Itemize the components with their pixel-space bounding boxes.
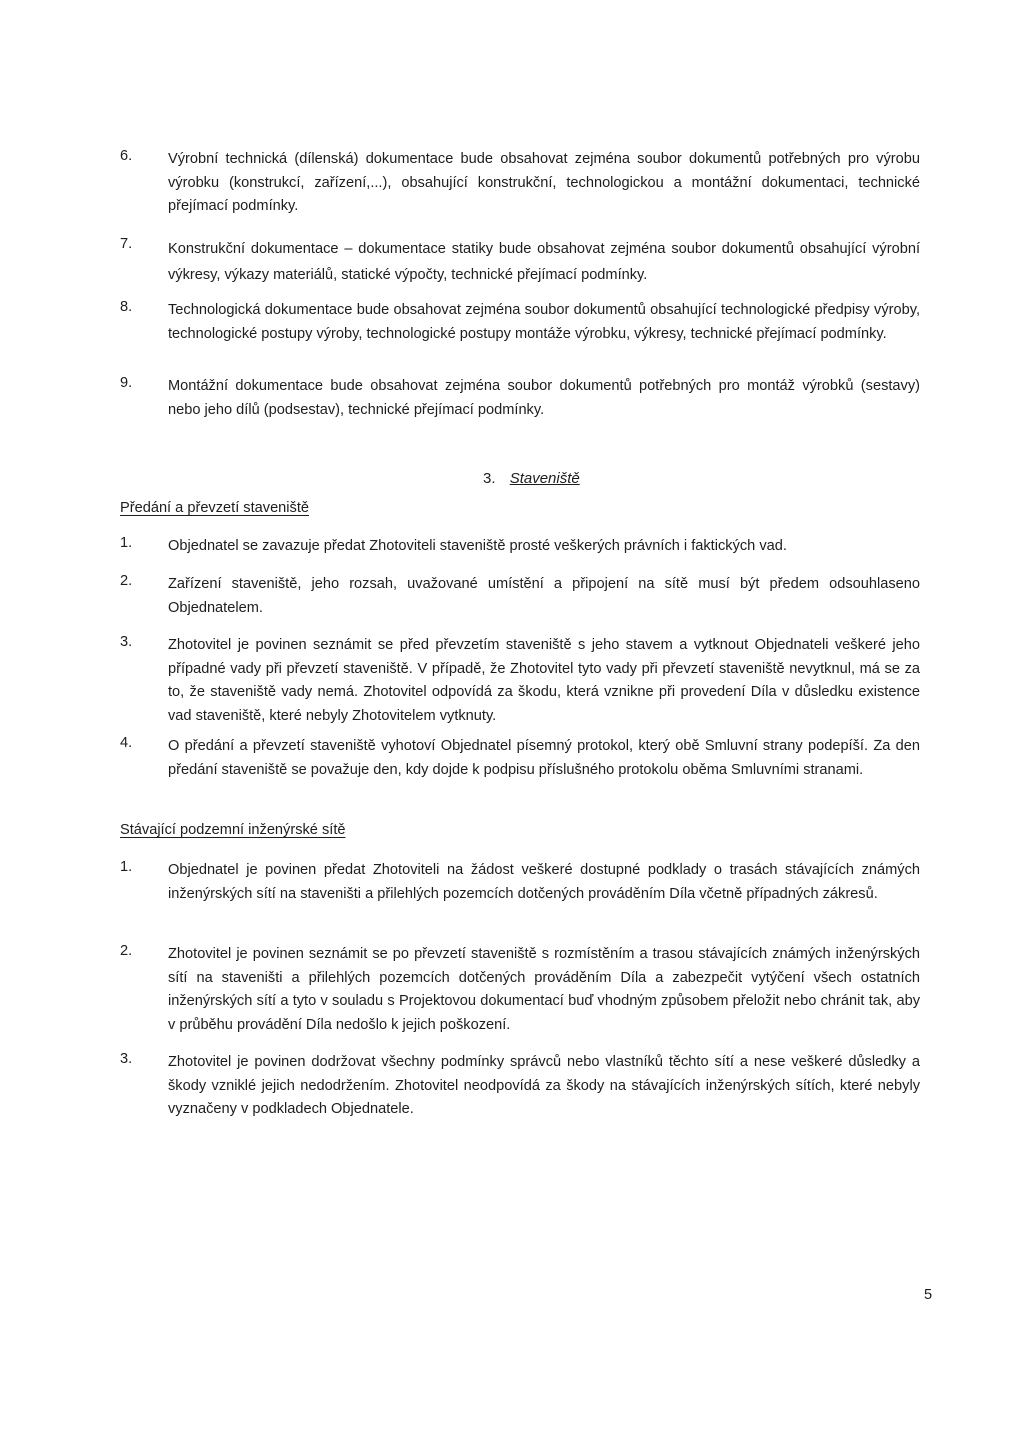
subheading-underground-networks: Stávající podzemní inženýrské sítě [120,822,346,838]
item-number: 6. [120,148,133,164]
item-text: Objednatel je povinen předat Zhotoviteli na žádost veškeré dostupné podklady o trasách stávajících známých inženýrských sítí na staveništi a přilehlých pozemcích dotčených prováděním Díla včetně případných zákresů. [168,862,920,902]
item-number: 1. [120,859,133,875]
item-number: 3. [120,634,133,650]
list-item [120,375,920,422]
item-number: 8. [120,299,133,315]
list-item [120,299,920,346]
list-item [120,573,920,620]
item-text: Technologická dokumentace bude obsahovat zejména soubor dokumentů obsahující technologické předpisy výroby, technologické postupy výroby, technologické postupy montáže výrobku, výkresy, technické přejímací podmínky. [168,302,920,342]
item-number: 2. [120,943,133,959]
item-number: 7. [120,236,133,252]
item-number: 4. [120,735,133,751]
list-item [120,859,920,906]
item-text: Objednatel se zavazuje předat Zhotoviteli staveniště prosté veškerých právních i faktických vad. [168,538,787,554]
item-number: 2. [120,573,133,589]
list-item [120,943,920,1037]
list-item [120,634,920,728]
subheading-site-handover: Předání a převzetí staveniště [120,500,310,516]
section-title: Staveniště [509,470,580,487]
item-text: Montážní dokumentace bude obsahovat zejména soubor dokumentů potřebných pro montáž výrobků (sestavy) nebo jeho dílů (podsestav), technické přejímací podmínky. [168,378,920,418]
list-item [120,236,920,288]
list-item [120,735,920,782]
item-number: 9. [120,375,133,391]
item-text: Výrobní technická (dílenská) dokumentace bude obsahovat zejména soubor dokumentů potřebných pro výrobu výrobku (konstrukcí, zařízení,...), obsahující konstrukční, technologickou a montážní dokumentaci, technické přejímací podmínky. [168,151,920,214]
item-text: Konstrukční dokumentace – dokumentace statiky bude obsahovat zejména soubor dokumentů obsahující výrobní výkresy, výkazy materiálů, statické výpočty, technické přejímací podmínky. [168,241,920,283]
list-item [120,1051,920,1122]
item-text: Zařízení staveniště, jeho rozsah, uvažované umístění a připojení na sítě musí být předem odsouhlaseno Objednatelem. [168,576,920,616]
item-text: O předání a převzetí staveniště vyhotoví Objednatel písemný protokol, který obě Smluvní strany podepíší. Za den předání staveniště se považuje den, kdy dojde k podpisu příslušného protokolu oběma Smluvními stranami. [168,738,920,778]
section-number: 3. [483,470,496,487]
page-number: 5 [924,1287,933,1303]
item-text: Zhotovitel je povinen dodržovat všechny podmínky správců nebo vlastníků těchto sítí a nese veškeré důsledky a škody vzniklé jejich nedodržením. Zhotovitel neodpovídá za škody na stávajících inženýrských sítích, které nebyly vyznačeny v podkladech Objednatele. [168,1054,920,1117]
list-item [120,535,920,559]
item-number: 1. [120,535,133,551]
item-text: Zhotovitel je povinen seznámit se před převzetím staveniště s jeho stavem a vytknout Objednateli veškeré jeho případné vady při převzetí staveniště. V případě, že Zhotovitel tyto vady při převzetí staveniště nevytknul, má se za to, že staveniště vady nemá. Zhotovitel odpovídá za škodu, která vznikne při provedení Díla v důsledku existence vad staveniště, které nebyly Zhotovitelem vytknuty. [168,637,920,724]
item-number: 3. [120,1051,133,1067]
item-text: Zhotovitel je povinen seznámit se po převzetí staveniště s rozmístěním a trasou stávajících známých inženýrských sítí na staveništi a přilehlých pozemcích dotčených prováděním Díla a zabezpečit vytýčení všech ostatních inženýrských sítí a tyto v souladu s Projektovou dokumentací buď vhodným způsobem přeložit nebo chránit tak, aby v průběhu provádění Díla nedošlo k jejich poškození. [168,946,920,1033]
section-heading [483,470,580,487]
list-item [120,148,920,219]
